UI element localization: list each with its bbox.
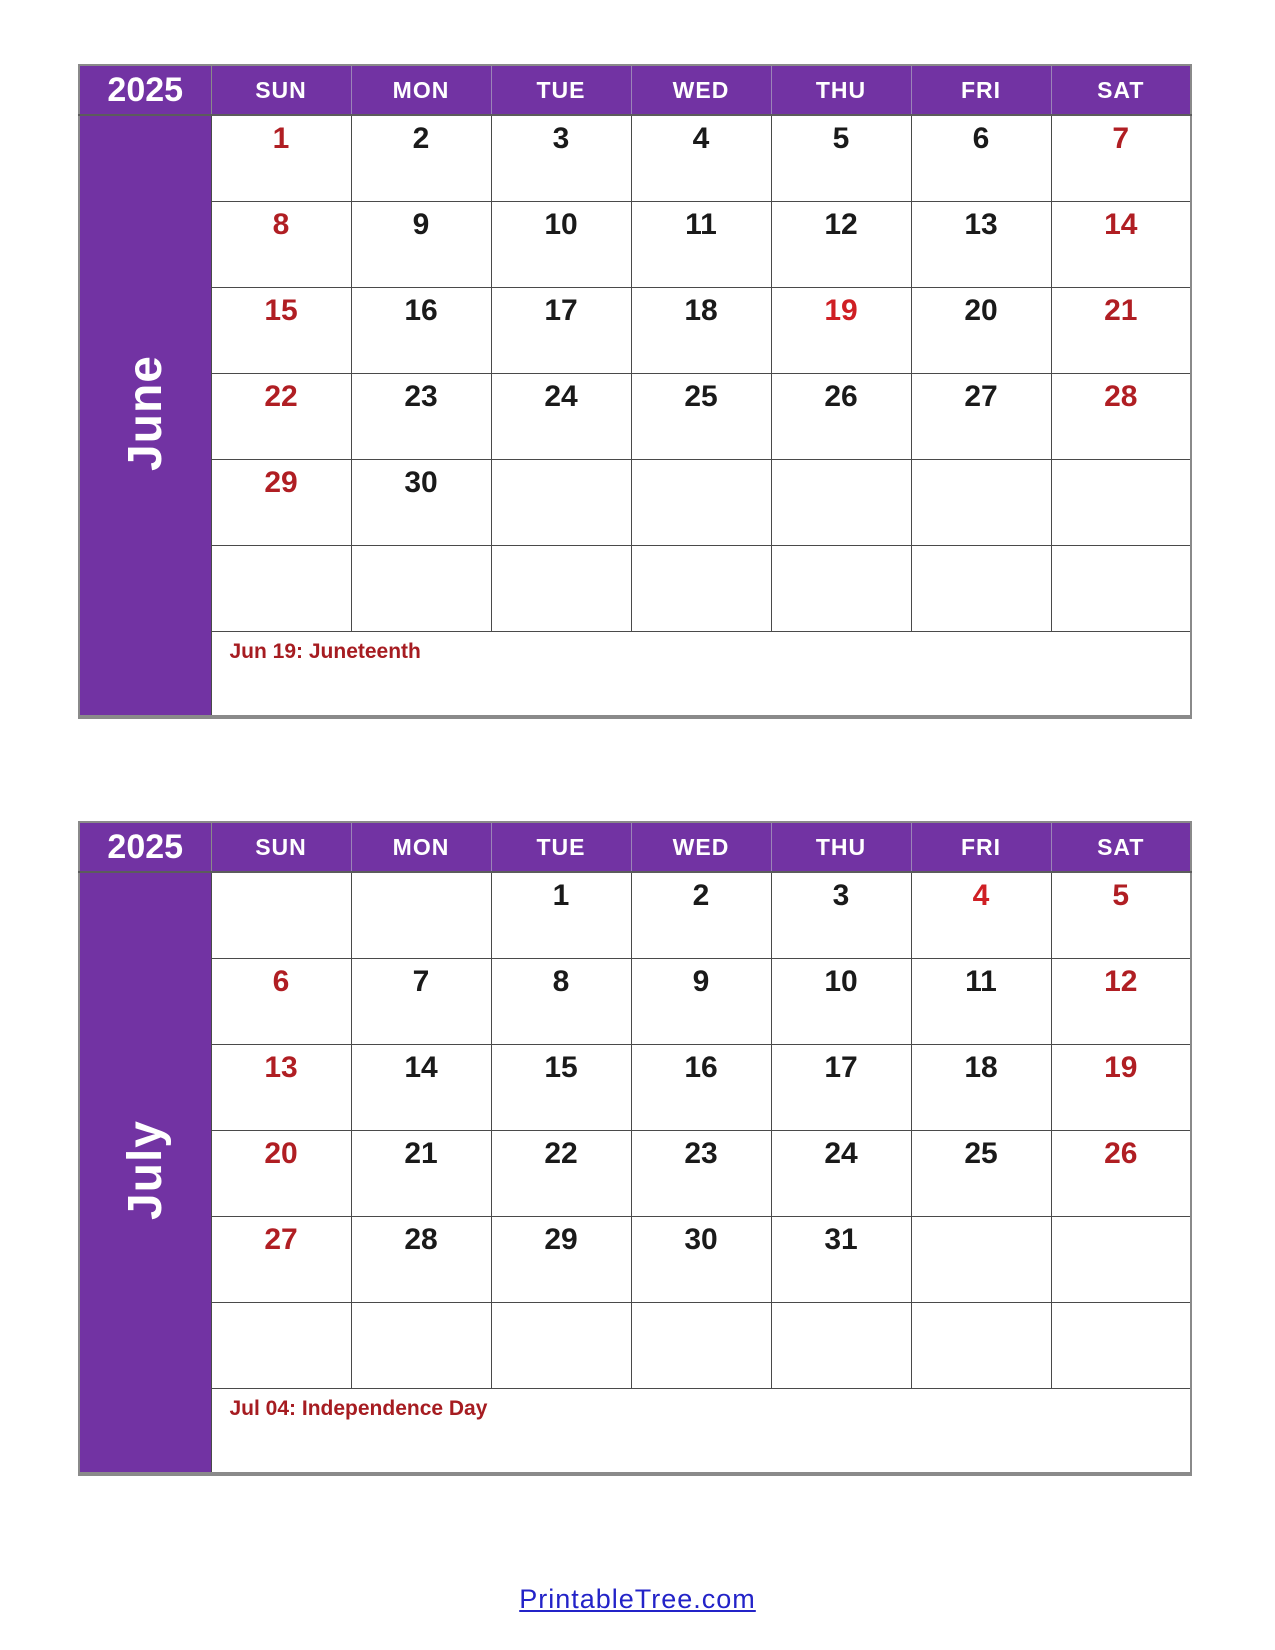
day-cell-july-8: 8 <box>491 958 631 1044</box>
day-cell-empty <box>631 1302 771 1388</box>
week-row-5 <box>79 459 1191 545</box>
day-cell-july-11: 11 <box>911 958 1051 1044</box>
week-row-4 <box>79 373 1191 459</box>
week-row-1 <box>79 872 1191 958</box>
day-cell-july-20: 20 <box>211 1130 351 1216</box>
weekday-header-mon: MON <box>351 65 491 115</box>
day-cell-july-16: 16 <box>631 1044 771 1130</box>
day-cell-july-28: 28 <box>351 1216 491 1302</box>
week-row-2 <box>79 201 1191 287</box>
month-sidebar-july <box>79 872 211 1474</box>
week-row-3 <box>79 1044 1191 1130</box>
day-cell-empty <box>631 545 771 631</box>
day-cell-empty <box>351 872 491 958</box>
year-label: 2025 <box>79 822 211 872</box>
week-row-6 <box>79 1302 1191 1388</box>
day-cell-july-27: 27 <box>211 1216 351 1302</box>
day-cell-empty <box>351 1302 491 1388</box>
day-cell-july-19: 19 <box>1051 1044 1191 1130</box>
day-cell-june-6: 6 <box>911 115 1051 201</box>
day-cell-june-19: 19 <box>771 287 911 373</box>
holiday-row-june <box>79 631 1191 717</box>
footer <box>0 1584 1275 1615</box>
day-cell-june-14: 14 <box>1051 201 1191 287</box>
day-cell-june-1: 1 <box>211 115 351 201</box>
day-cell-empty <box>911 1302 1051 1388</box>
day-cell-june-23: 23 <box>351 373 491 459</box>
day-cell-empty <box>771 1302 911 1388</box>
day-cell-empty <box>211 1302 351 1388</box>
day-cell-empty <box>491 459 631 545</box>
day-cell-empty <box>211 545 351 631</box>
day-cell-july-5: 5 <box>1051 872 1191 958</box>
day-cell-june-8: 8 <box>211 201 351 287</box>
holiday-note-june: Jun 19: Juneteenth <box>211 631 1191 717</box>
weekday-header-mon: MON <box>351 822 491 872</box>
calendar-july <box>78 821 1192 1476</box>
day-cell-june-25: 25 <box>631 373 771 459</box>
day-cell-july-24: 24 <box>771 1130 911 1216</box>
day-cell-july-30: 30 <box>631 1216 771 1302</box>
week-row-3 <box>79 287 1191 373</box>
calendar-table-june <box>78 64 1192 719</box>
day-cell-june-15: 15 <box>211 287 351 373</box>
day-cell-empty <box>1051 459 1191 545</box>
calendar-header-row-june <box>79 65 1191 115</box>
day-cell-july-25: 25 <box>911 1130 1051 1216</box>
month-sidebar-june <box>79 115 211 717</box>
day-cell-july-7: 7 <box>351 958 491 1044</box>
calendar-header-row-july <box>79 822 1191 872</box>
day-cell-empty <box>771 459 911 545</box>
day-cell-july-14: 14 <box>351 1044 491 1130</box>
day-cell-july-3: 3 <box>771 872 911 958</box>
day-cell-june-29: 29 <box>211 459 351 545</box>
day-cell-june-3: 3 <box>491 115 631 201</box>
day-cell-july-26: 26 <box>1051 1130 1191 1216</box>
day-cell-july-12: 12 <box>1051 958 1191 1044</box>
day-cell-june-28: 28 <box>1051 373 1191 459</box>
day-cell-empty <box>911 459 1051 545</box>
week-row-6 <box>79 545 1191 631</box>
weekday-header-tue: TUE <box>491 822 631 872</box>
day-cell-july-10: 10 <box>771 958 911 1044</box>
day-cell-july-17: 17 <box>771 1044 911 1130</box>
week-row-5 <box>79 1216 1191 1302</box>
day-cell-empty <box>491 545 631 631</box>
day-cell-june-2: 2 <box>351 115 491 201</box>
day-cell-july-23: 23 <box>631 1130 771 1216</box>
day-cell-july-13: 13 <box>211 1044 351 1130</box>
weekday-header-thu: THU <box>771 822 911 872</box>
day-cell-june-5: 5 <box>771 115 911 201</box>
weekday-header-sat: SAT <box>1051 822 1191 872</box>
day-cell-empty <box>211 872 351 958</box>
weekday-header-sun: SUN <box>211 65 351 115</box>
day-cell-june-11: 11 <box>631 201 771 287</box>
day-cell-june-30: 30 <box>351 459 491 545</box>
day-cell-july-4: 4 <box>911 872 1051 958</box>
day-cell-june-7: 7 <box>1051 115 1191 201</box>
day-cell-june-12: 12 <box>771 201 911 287</box>
day-cell-july-2: 2 <box>631 872 771 958</box>
weekday-header-sat: SAT <box>1051 65 1191 115</box>
day-cell-july-6: 6 <box>211 958 351 1044</box>
day-cell-empty <box>631 459 771 545</box>
day-cell-july-15: 15 <box>491 1044 631 1130</box>
day-cell-june-10: 10 <box>491 201 631 287</box>
day-cell-june-4: 4 <box>631 115 771 201</box>
weekday-header-thu: THU <box>771 65 911 115</box>
week-row-2 <box>79 958 1191 1044</box>
day-cell-july-22: 22 <box>491 1130 631 1216</box>
day-cell-june-13: 13 <box>911 201 1051 287</box>
weekday-header-sun: SUN <box>211 822 351 872</box>
day-cell-june-21: 21 <box>1051 287 1191 373</box>
day-cell-empty <box>491 1302 631 1388</box>
day-cell-june-16: 16 <box>351 287 491 373</box>
weekday-header-wed: WED <box>631 822 771 872</box>
month-label-july: July <box>118 1119 172 1221</box>
weekday-header-tue: TUE <box>491 65 631 115</box>
holiday-row-july <box>79 1388 1191 1474</box>
day-cell-july-18: 18 <box>911 1044 1051 1130</box>
day-cell-june-9: 9 <box>351 201 491 287</box>
day-cell-empty <box>1051 1216 1191 1302</box>
calendar-june <box>78 64 1192 719</box>
weekday-header-fri: FRI <box>911 822 1051 872</box>
footer-link[interactable]: PrintableTree.com <box>519 1584 756 1614</box>
weekday-header-fri: FRI <box>911 65 1051 115</box>
day-cell-empty <box>1051 1302 1191 1388</box>
weekday-header-wed: WED <box>631 65 771 115</box>
month-label-june: June <box>118 354 172 472</box>
day-cell-empty <box>911 545 1051 631</box>
day-cell-june-22: 22 <box>211 373 351 459</box>
day-cell-july-31: 31 <box>771 1216 911 1302</box>
day-cell-empty <box>771 545 911 631</box>
week-row-1 <box>79 115 1191 201</box>
day-cell-july-21: 21 <box>351 1130 491 1216</box>
day-cell-june-26: 26 <box>771 373 911 459</box>
year-label: 2025 <box>79 65 211 115</box>
day-cell-june-27: 27 <box>911 373 1051 459</box>
day-cell-june-20: 20 <box>911 287 1051 373</box>
day-cell-june-18: 18 <box>631 287 771 373</box>
day-cell-july-1: 1 <box>491 872 631 958</box>
day-cell-june-24: 24 <box>491 373 631 459</box>
day-cell-empty <box>1051 545 1191 631</box>
day-cell-june-17: 17 <box>491 287 631 373</box>
day-cell-july-29: 29 <box>491 1216 631 1302</box>
day-cell-empty <box>911 1216 1051 1302</box>
day-cell-empty <box>351 545 491 631</box>
day-cell-july-9: 9 <box>631 958 771 1044</box>
calendar-table-july <box>78 821 1192 1476</box>
week-row-4 <box>79 1130 1191 1216</box>
holiday-note-july: Jul 04: Independence Day <box>211 1388 1191 1474</box>
